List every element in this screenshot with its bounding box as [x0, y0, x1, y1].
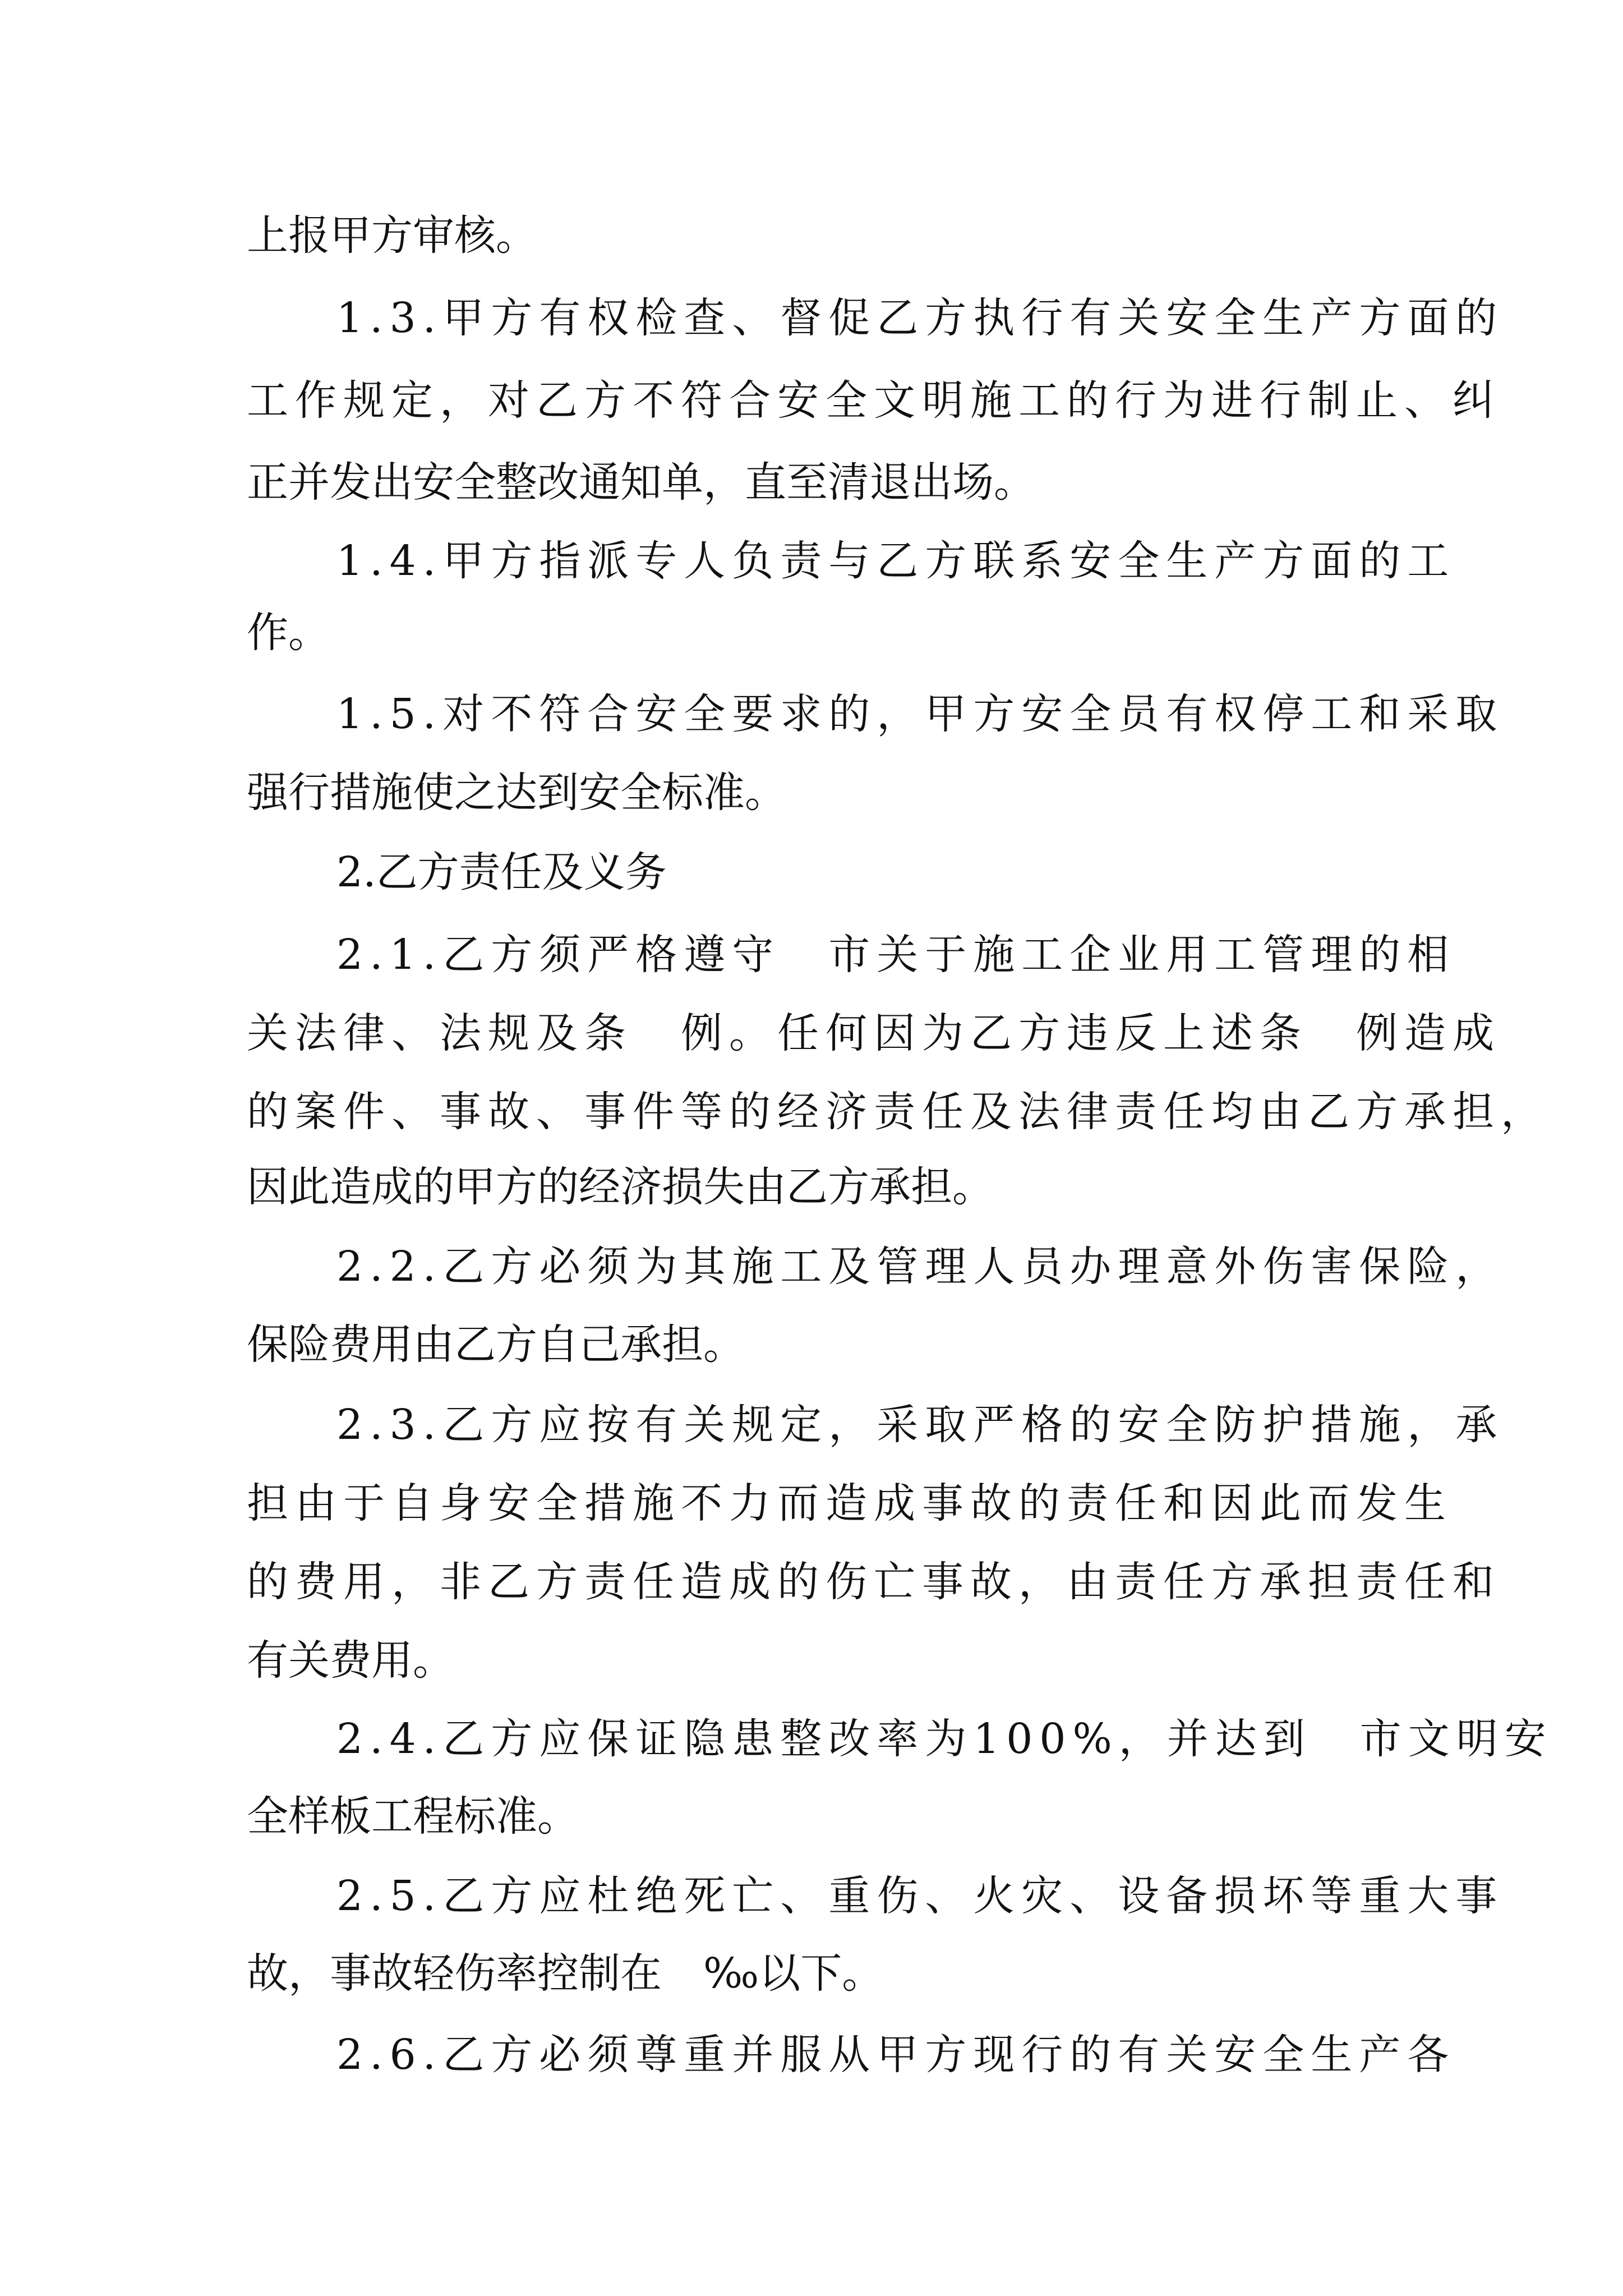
section-heading: 2.乙方责任及义务: [336, 848, 667, 896]
text-line: 的案件、事故、事件等的经济责任及法律责任均由乙方承担，: [247, 1088, 1549, 1136]
text-line: 作。: [247, 609, 330, 657]
text-line: 故，事故轻伤率控制在 ‰以下。: [247, 1949, 884, 1998]
text-line: 2.3.乙方应按有关规定，采取严格的安全防护措施，承: [336, 1401, 1504, 1449]
text-line: 工作规定，对乙方不符合安全文明施工的行为进行制止、纠: [247, 376, 1501, 425]
text-line: 2.1.乙方须严格遵守 市关于施工企业用工管理的相: [336, 931, 1456, 979]
text-line: 1.4.甲方指派专人负责与乙方联系安全生产方面的工: [336, 537, 1456, 585]
text-line: 的费用，非乙方责任造成的伤亡事故，由责任方承担责任和: [247, 1558, 1501, 1606]
text-line: 2.4.乙方应保证隐患整改率为100%，并达到 市文明安: [336, 1715, 1553, 1763]
text-line: 担由于自身安全措施不力而造成事故的责任和因此而发生: [247, 1479, 1453, 1527]
text-line: 全样板工程标准。: [247, 1792, 579, 1841]
text-line: 2.6.乙方必须尊重并服从甲方现行的有关安全生产各: [336, 2031, 1456, 2079]
text-line: 1.3.甲方有权检查、督促乙方执行有关安全生产方面的: [336, 294, 1504, 342]
text-line: 2.2.乙方必须为其施工及管理人员办理意外伤害保险，: [336, 1243, 1504, 1291]
text-line: 强行措施使之达到安全标准。: [247, 769, 786, 817]
text-line: 正并发出安全整改通知单，直至清退出场。: [247, 458, 1035, 507]
text-line: 关法律、法规及条 例。任何因为乙方违反上述条 例造成: [247, 1009, 1501, 1057]
text-line: 2.5.乙方应杜绝死亡、重伤、火灾、设备损坏等重大事: [336, 1872, 1504, 1920]
text-line: 有关费用。: [247, 1636, 454, 1685]
text-line: 因此造成的甲方的经济损失由乙方承担。: [247, 1163, 994, 1211]
text-line: 1.5.对不符合安全要求的，甲方安全员有权停工和采取: [336, 690, 1504, 738]
text-line: 保险费用由乙方自己承担。: [247, 1320, 745, 1369]
text-line: 上报甲方审核。: [247, 211, 537, 260]
